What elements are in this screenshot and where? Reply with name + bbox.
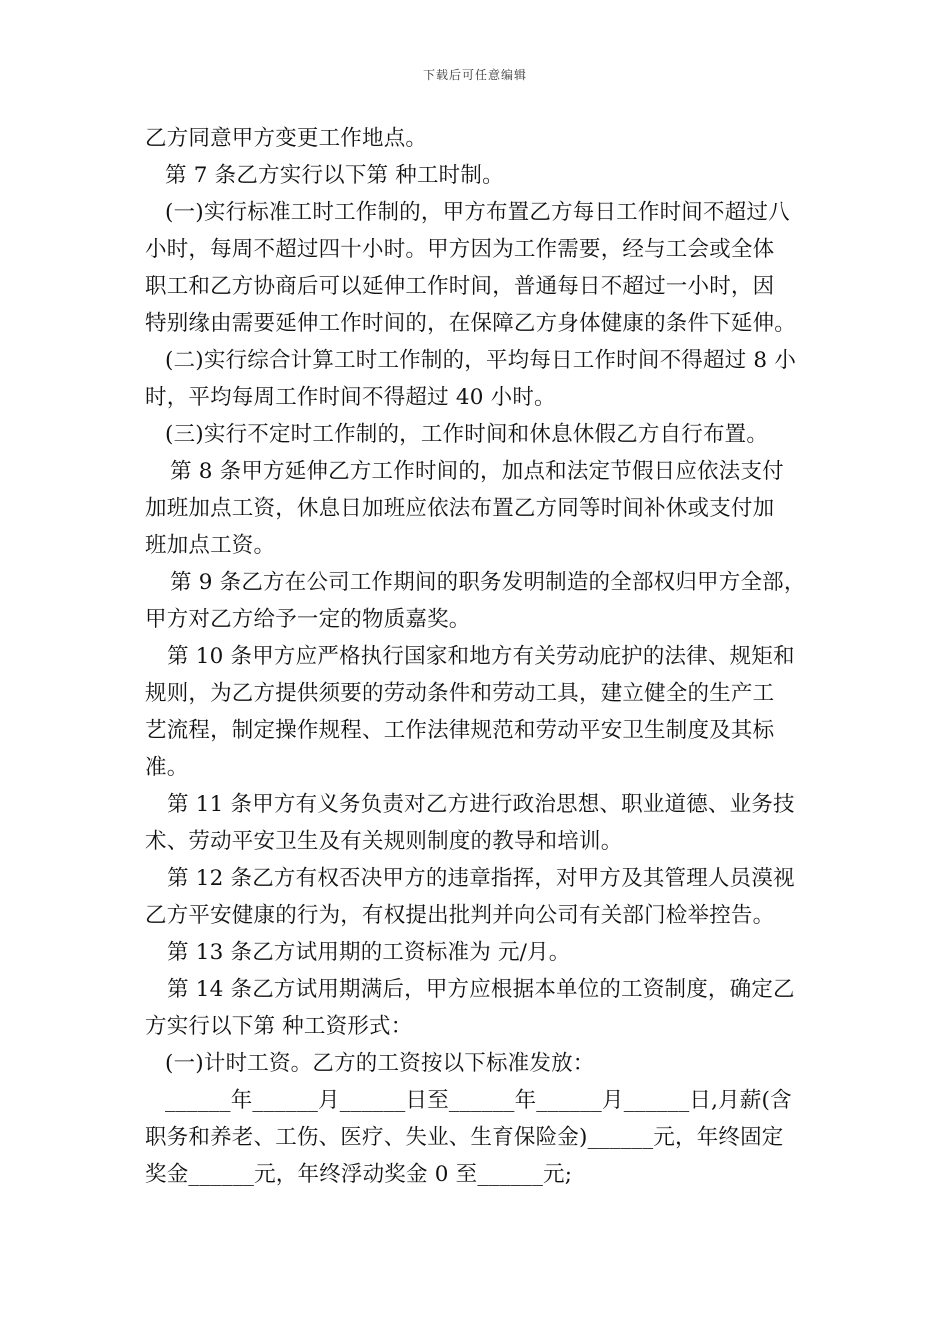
- document-line: 规则，为乙方提供须要的劳动条件和劳动工具，建立健全的生产工: [145, 681, 775, 706]
- document-body: [145, 120, 810, 1193]
- document-line: 术、劳动平安卫生及有关规则制度的教导和培训。: [145, 829, 623, 854]
- document-line: 小时，每周不超过四十小时。甲方因为工作需要，经与工会或全体: [145, 237, 775, 262]
- document-line: 班加点工资。: [145, 533, 276, 558]
- document-line: 职工和乙方协商后可以延伸工作时间，普通每日不超过一小时，因: [145, 274, 775, 299]
- document-line: 第 8 条甲方延伸乙方工作时间的，加点和法定节假日应依法支付: [170, 459, 784, 484]
- document-line: 乙方平安健康的行为，有权提出批判并向公司有关部门检举控告。: [145, 903, 775, 928]
- document-line: 加班加点工资，休息日加班应依法布置乙方同等时间补休或支付加: [145, 496, 775, 521]
- document-line: 方实行以下第 种工资形式：: [145, 1014, 413, 1039]
- document-line: (三)实行不定时工作制的，工作时间和休息休假乙方自行布置。: [165, 422, 769, 447]
- document-line: 第 11 条甲方有义务负责对乙方进行政治思想、职业道德、业务技: [167, 792, 795, 817]
- document-line: 职务和养老、工伤、医疗、失业、生育保险金)______元，年终固定: [145, 1125, 784, 1150]
- document-line: 特别缘由需要延伸工作时间的，在保障乙方身体健康的条件下延伸。: [145, 311, 797, 336]
- page-header: 下载后可任意编辑: [422, 68, 527, 82]
- document-line: 第 7 条乙方实行以下第 种工时制。: [165, 163, 504, 188]
- document-line: 准。: [145, 755, 189, 780]
- document-line: 时，平均每周工作时间不得超过 40 小时。: [145, 385, 556, 410]
- document-line: (二)实行综合计算工时工作制的，平均每日工作时间不得超过 8 小: [165, 348, 797, 373]
- document-line: (一)计时工资。乙方的工资按以下标准发放：: [165, 1051, 595, 1076]
- document-line: 乙方同意甲方变更工作地点。: [145, 126, 428, 151]
- document-line: (一)实行标准工时工作制的，甲方布置乙方每日工作时间不超过八: [165, 200, 790, 225]
- document-line: 第 13 条乙方试用期的工资标准为 元/月。: [167, 940, 571, 965]
- document-line: 第 9 条乙方在公司工作期间的职务发明制造的全部权归甲方全部，: [170, 570, 806, 595]
- document-line: 奖金______元，年终浮动奖金 0 至______元;: [145, 1162, 573, 1187]
- document-line: 甲方对乙方给予一定的物质嘉奖。: [145, 607, 471, 632]
- document-line: 艺流程，制定操作规程、工作法律规范和劳动平安卫生制度及其标: [145, 718, 775, 743]
- document-line: ______年______月______日至______年______月______日,月薪(含: [165, 1088, 792, 1113]
- document-line: 第 14 条乙方试用期满后，甲方应根据本单位的工资制度，确定乙: [167, 977, 795, 1002]
- document-line: 第 12 条乙方有权否决甲方的违章指挥，对甲方及其管理人员漠视: [167, 866, 795, 891]
- document-line: 第 10 条甲方应严格执行国家和地方有关劳动庇护的法律、规矩和: [167, 644, 795, 669]
